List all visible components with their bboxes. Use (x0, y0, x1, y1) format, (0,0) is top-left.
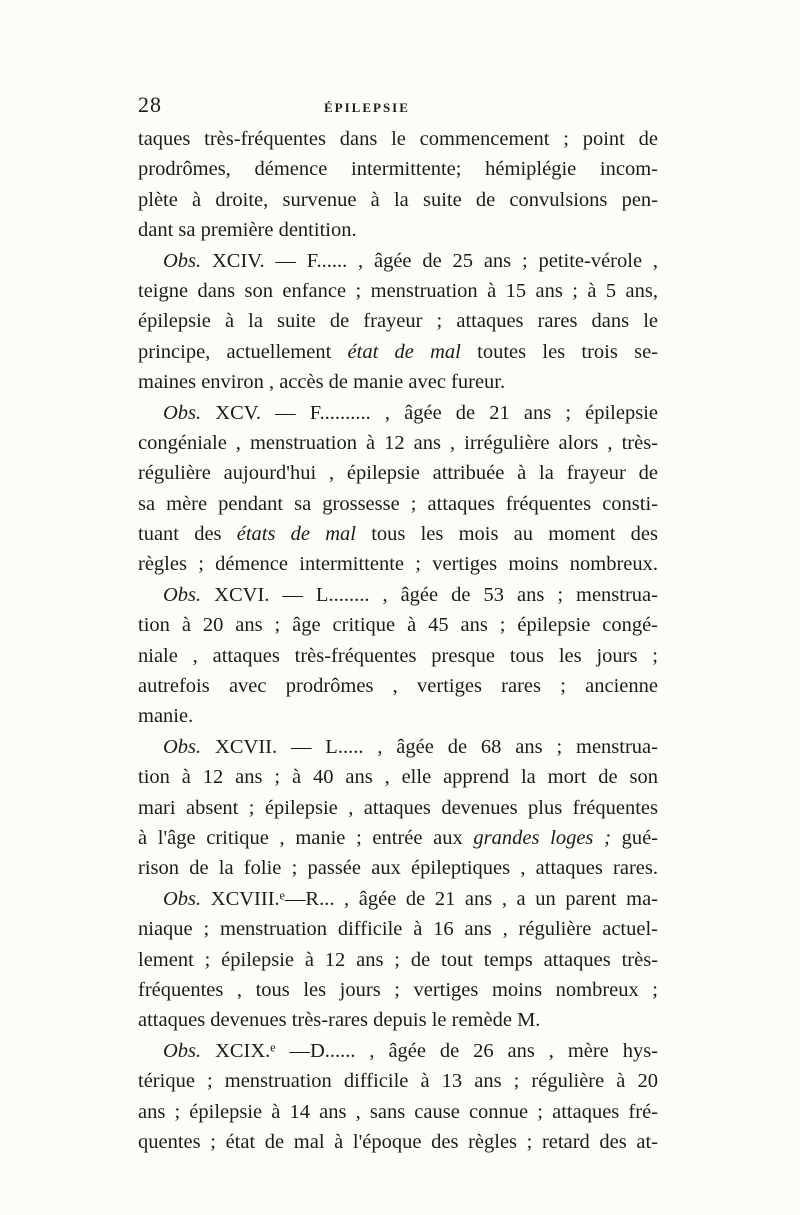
text-line (138, 398, 658, 428)
text-segment: quentes ; état de mal à l'époque des règles ; retard des at- (138, 1130, 658, 1153)
text-segment: manie. (138, 705, 194, 728)
text-segment: mari absent ; épilepsie , attaques devenues plus fréquentes (138, 796, 658, 819)
text-line (138, 914, 658, 944)
text-segment: autrefois avec prodrômes , vertiges rares ; ancienne (138, 675, 658, 698)
text-line (138, 428, 658, 458)
text-segment: tion à 12 ans ; à 40 ans , elle apprend la mort de son (138, 766, 658, 789)
text-segment: XCVII. — L..... , âgée de 68 ans ; menstrua- (201, 735, 658, 758)
text-line (138, 1097, 658, 1127)
text-segment: à l'âge critique , manie ; entrée aux (138, 826, 474, 849)
text-segment: épilepsie à la suite de frayeur ; attaques rares dans le (138, 310, 658, 333)
text-segment: fréquentes , tous les jours ; vertiges moins nombreux ; (138, 978, 658, 1001)
italic-text: Obs. (163, 735, 202, 758)
text-segment: lement ; épilepsie à 12 ans ; de tout temps attaques très- (138, 948, 658, 971)
text-segment: térique ; menstruation difficile à 13 ans ; régulière à 20 (138, 1070, 658, 1093)
italic-text: grandes loges ; (473, 826, 611, 849)
text-line (138, 580, 658, 610)
text-segment: XCIX.ᵉ —D...... , âgée de 26 ans , mère hys- (201, 1039, 658, 1062)
italic-text: Obs. (163, 1039, 202, 1062)
text-segment: taques très-fréquentes dans le commencement ; point de (138, 128, 658, 150)
text-segment: dant sa première dentition. (138, 219, 357, 242)
text-segment: plète à droite, survenue à la suite de convulsions pen- (138, 188, 658, 211)
text-line (138, 367, 658, 397)
text-segment: prodrômes, démence intermittente; hémiplégie incom- (138, 158, 658, 181)
text-segment: ans ; épilepsie à 14 ans , sans cause connue ; attaques fré- (138, 1100, 658, 1123)
text-line (138, 458, 658, 488)
text-segment: principe, actuellement (138, 340, 348, 363)
text-line (138, 185, 658, 215)
text-segment: XCV. — F.......... , âgée de 21 ans ; épilepsie (201, 401, 658, 424)
text-line (138, 671, 658, 701)
italic-text: états de mal (236, 523, 356, 546)
text-line (138, 975, 658, 1005)
text-line (138, 884, 658, 914)
text-line (138, 853, 658, 883)
text-segment: attaques devenues très-rares depuis le remède M. (138, 1009, 541, 1032)
italic-text: Obs. (163, 249, 202, 272)
text-line (138, 823, 658, 853)
text-segment: niale , attaques très-fréquentes presque tous les jours ; (138, 644, 658, 667)
page-header (138, 92, 658, 122)
text-line (138, 215, 658, 245)
text-segment: congéniale , menstruation à 12 ans , irrégulière alors , très- (138, 431, 658, 454)
text-line (138, 1036, 658, 1066)
text-segment: rison de la folie ; passée aux épileptiques , attaques rares. (138, 857, 658, 880)
text-line (138, 641, 658, 671)
text-line (138, 519, 658, 549)
text-line (138, 337, 658, 367)
text-line (138, 701, 658, 731)
book-page (138, 92, 658, 1157)
text-segment: tion à 20 ans ; âge critique à 45 ans ; épilepsie congé- (138, 614, 658, 637)
text-line (138, 732, 658, 762)
text-segment: toutes les trois se- (460, 340, 659, 363)
running-title: ÉPILEPSIE (324, 100, 410, 115)
italic-text: Obs. (163, 583, 202, 606)
text-segment: règles ; démence intermittente ; vertiges moins nombreux. (138, 553, 658, 576)
text-line (138, 762, 658, 792)
italic-text: Obs. (163, 887, 202, 910)
text-segment: niaque ; menstruation difficile à 16 ans , régulière actuel- (138, 918, 658, 941)
text-line (138, 276, 658, 306)
text-line (138, 489, 658, 519)
italic-text: état de mal (347, 340, 461, 363)
text-segment: XCVI. — L........ , âgée de 53 ans ; menstrua- (201, 583, 658, 606)
text-line (138, 1127, 658, 1157)
body-text (138, 124, 658, 1157)
text-segment: régulière aujourd'hui , épilepsie attribuée à la frayeur de (138, 462, 658, 485)
text-segment: XCIV. — F...... , âgée de 25 ans ; petite-vérole , (201, 249, 658, 272)
text-line (138, 945, 658, 975)
text-segment: tuant des (138, 523, 237, 546)
text-line (138, 1066, 658, 1096)
text-line (138, 793, 658, 823)
text-segment: teigne dans son enfance ; menstruation à 15 ans ; à 5 ans, (138, 279, 658, 302)
text-segment: sa mère pendant sa grossesse ; attaques fréquentes consti- (138, 492, 658, 515)
text-segment: XCVIII.ᵉ—R... , âgée de 21 ans , a un parent ma- (201, 887, 658, 910)
page-number: 28 (138, 92, 162, 117)
text-segment: gué- (610, 826, 658, 849)
text-line (138, 1005, 658, 1035)
text-line (138, 154, 658, 184)
italic-text: Obs. (163, 401, 202, 424)
text-line (138, 246, 658, 276)
text-line (138, 549, 658, 579)
text-segment: maines environ , accès de manie avec fureur. (138, 371, 506, 394)
text-segment: tous les mois au moment des (356, 523, 658, 546)
text-line (138, 306, 658, 336)
text-line (138, 124, 658, 154)
text-line (138, 610, 658, 640)
